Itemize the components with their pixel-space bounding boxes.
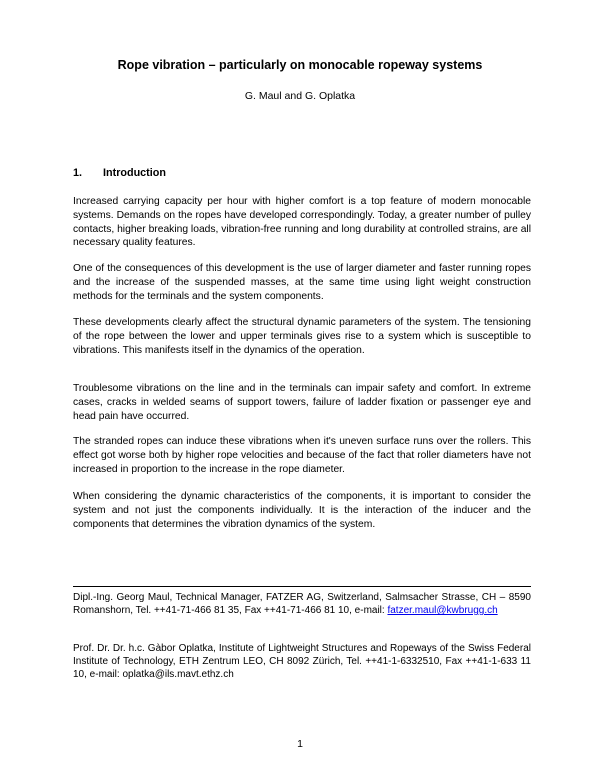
section-number: 1.: [73, 167, 83, 179]
paragraph-6: When considering the dynamic characteristics of the components, it is important to consider the system and not just the components individually. It is the interaction of the inducer and the components that determines the vibration dynamics of the system.: [73, 491, 531, 530]
footnote-maul-text: Dipl.-Ing. Georg Maul, Technical Manager, FATZER AG, Switzerland, Salmsacher Strasse, CH – 8590 Romanshorn, Tel. ++41-71-466 81 35, Fax ++41-71-466 81 10, e-mail:: [73, 592, 531, 616]
paper-title: Rope vibration – particularly on monocable ropeway systems: [117, 58, 483, 72]
paragraph-4: Troublesome vibrations on the line and in the terminals can impair safety and comfort. In extreme cases, cracks in welded seams of support towers, failure of ladder fixation or passenger eye and head pain have occurred.: [73, 383, 531, 422]
section-title: Introduction: [103, 167, 166, 179]
paragraph-2: One of the consequences of this development is the use of larger diameter and faster running ropes and the increase of the suspended masses, at the same time using light weight construction methods for the terminals and the system components.: [73, 263, 531, 302]
paragraph-1: Increased carrying capacity per hour with higher comfort is a top feature of modern monocable systems. Demands on the ropes have developed correspondingly. Today, a greater number of pulley contacts, higher breaking loads, vibration-free running and long durability at controlled strains, are all necessary quality features.: [73, 196, 531, 249]
footnote-oplatka: Prof. Dr. Dr. h.c. Gàbor Oplatka, Institute of Lightweight Structures and Ropeways of the Swiss Federal Institute of Technology, ETH Zentrum LEO, CH 8092 Zürich, Tel. ++41-1-6332510, Fax ++41-1-633 11 10, e-mail: oplatka@ils.mavt.ethz.ch: [73, 643, 531, 680]
maul-email-link[interactable]: fatzer.maul@kwbrugg.ch: [387, 605, 498, 616]
paper-authors: G. Maul and G. Oplatka: [244, 90, 356, 102]
paragraph-3: These developments clearly affect the structural dynamic parameters of the system. The tensioning of the rope between the lower and upper terminals gives rise to a system which is susceptible to vibrations. This manifests itself in the dynamics of the operation.: [73, 317, 531, 356]
footnote-maul: [73, 591, 531, 617]
section-heading: [73, 166, 166, 180]
footnote-divider: [73, 586, 531, 587]
page-number: 1: [297, 738, 303, 750]
paragraph-5: The stranded ropes can induce these vibrations when it's uneven surface runs over the rollers. This effect got worse both by higher rope velocities and because of the fact that roller diameters have not increased in proportion to the increase in the rope diameter.: [73, 436, 531, 475]
